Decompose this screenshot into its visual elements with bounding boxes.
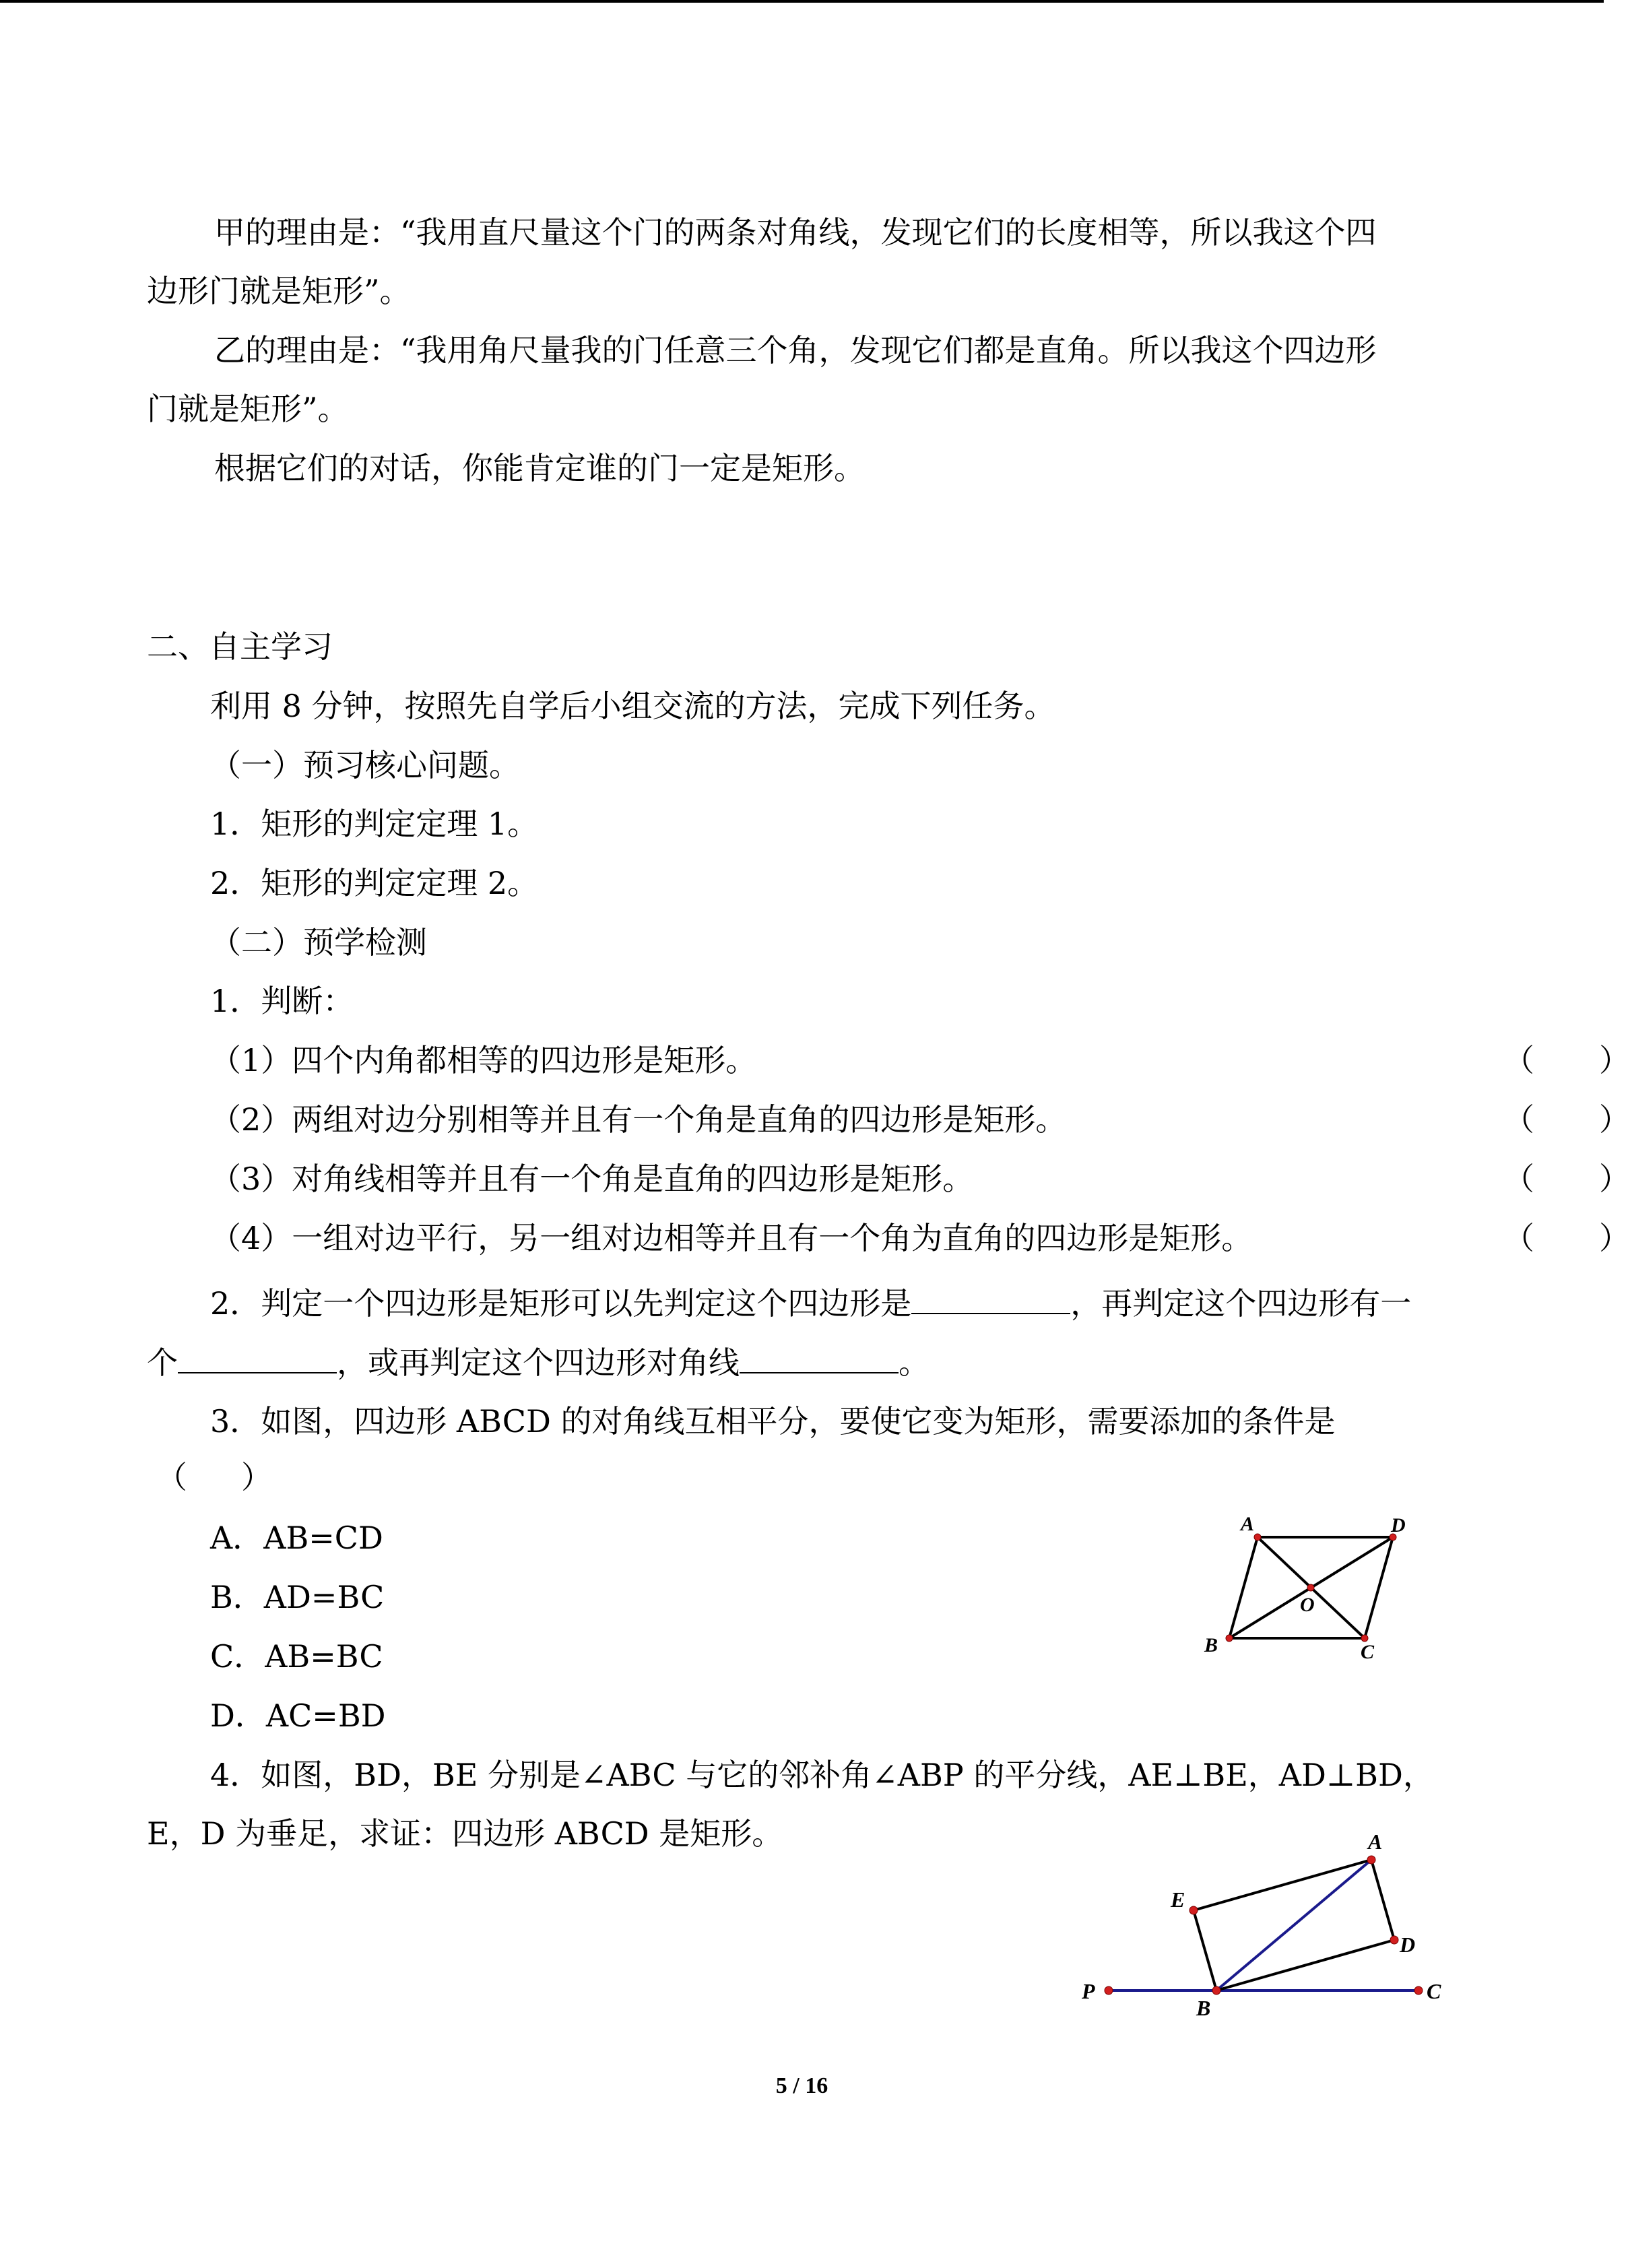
q4-line2: E，D 为垂足，求证：四边形 ABCD 是矩形。 bbox=[147, 1815, 783, 1852]
point-o bbox=[1307, 1584, 1314, 1591]
core-item: 1．矩形的判定定理 1。 bbox=[210, 806, 539, 842]
judgment-item bbox=[210, 1099, 1630, 1140]
fill-blank[interactable] bbox=[740, 1342, 899, 1373]
label-a: A bbox=[1241, 1513, 1255, 1535]
option-d[interactable]: D．AC=BD bbox=[210, 1697, 386, 1734]
label-p: P bbox=[1082, 1979, 1095, 2003]
section-instruction: 利用 8 分钟，按照先自学后小组交流的方法，完成下列任务。 bbox=[210, 688, 1055, 724]
option-c[interactable]: C．AB=BC bbox=[210, 1638, 383, 1675]
point-d bbox=[1390, 1936, 1398, 1944]
q2-line1: 2．判定一个四边形是矩形可以先判定这个四边形是 ，再判定这个四边形有一 bbox=[210, 1283, 1411, 1324]
judgment-text: （1）四个内角都相等的四边形是矩形。 bbox=[210, 1042, 757, 1078]
point-a bbox=[1254, 1534, 1261, 1541]
top-border-line bbox=[0, 0, 1604, 3]
answer-parentheses[interactable]: （ ） bbox=[1503, 1161, 1630, 1197]
q3-stem: 3．如图，四边形 ABCD 的对角线互相平分，要使它变为矩形，需要添加的条件是 bbox=[210, 1403, 1336, 1439]
yi-reason-line1: 乙的理由是：“我用角尺量我的门任意三个角，发现它们都是直角。所以我这个四边形 bbox=[214, 332, 1377, 368]
q4-line1: 4．如图，BD，BE 分别是∠ABC 与它的邻补角∠ABP 的平分线，AE⊥BE，AD⊥BD， bbox=[210, 1757, 1434, 1793]
judgment-item bbox=[210, 1218, 1630, 1258]
judgment-text: （2）两组对边分别相等并且有一个角是直角的四边形是矩形。 bbox=[210, 1101, 1067, 1138]
label-o: O bbox=[1300, 1594, 1315, 1616]
intro-question: 根据它们的对话，你能肯定谁的门一定是矩形。 bbox=[214, 450, 865, 486]
point-a bbox=[1367, 1856, 1375, 1864]
parallelogram-figure bbox=[1199, 1509, 1428, 1664]
q3-answer-parentheses[interactable]: （ ） bbox=[156, 1459, 272, 1495]
label-d: D bbox=[1391, 1514, 1406, 1536]
section-heading: 二、自主学习 bbox=[147, 628, 333, 665]
option-b[interactable]: B．AD=BC bbox=[210, 1579, 385, 1615]
label-d: D bbox=[1400, 1933, 1416, 1957]
option-a[interactable]: A．AB=CD bbox=[210, 1520, 383, 1556]
fill-blank[interactable] bbox=[178, 1342, 337, 1373]
label-b: B bbox=[1204, 1634, 1218, 1656]
part2-heading: （二）预学检测 bbox=[210, 924, 427, 961]
label-e: E bbox=[1171, 1887, 1185, 1912]
answer-parentheses[interactable]: （ ） bbox=[1503, 1101, 1630, 1138]
point-b bbox=[1212, 1986, 1220, 1995]
judgment-text: （4）一组对边平行，另一组对边相等并且有一个角为直角的四边形是矩形。 bbox=[210, 1220, 1253, 1256]
rectangle-proof-figure bbox=[1071, 1819, 1462, 2021]
label-a: A bbox=[1368, 1829, 1383, 1854]
part1-heading: （一）预习核心问题。 bbox=[210, 747, 520, 783]
judgment-item bbox=[210, 1159, 1630, 1199]
point-c bbox=[1414, 1986, 1423, 1995]
point-b bbox=[1226, 1635, 1233, 1642]
point-e bbox=[1189, 1906, 1198, 1914]
core-item: 2．矩形的判定定理 2。 bbox=[210, 865, 539, 901]
segment-ab bbox=[1216, 1860, 1371, 1990]
page-number: 5 / 16 bbox=[775, 2073, 828, 2098]
q1-label: 1．判断： bbox=[210, 983, 354, 1019]
label-c: C bbox=[1427, 1979, 1441, 2003]
jia-reason-line2: 边形门就是矩形”。 bbox=[147, 273, 411, 309]
judgment-item bbox=[210, 1040, 1630, 1080]
judgment-text: （3）对角线相等并且有一个角是直角的四边形是矩形。 bbox=[210, 1161, 974, 1197]
jia-reason-line1: 甲的理由是：“我用直尺量这个门的两条对角线，发现它们的长度相等，所以我这个四 bbox=[214, 214, 1377, 251]
point-p bbox=[1105, 1986, 1113, 1995]
yi-reason-line2: 门就是矩形”。 bbox=[147, 391, 349, 427]
q2-line2: 个 ，或再判定这个四边形对角线 。 bbox=[147, 1342, 930, 1383]
label-c: C bbox=[1361, 1641, 1375, 1663]
fill-blank[interactable] bbox=[911, 1283, 1070, 1314]
label-b: B bbox=[1196, 1996, 1211, 2020]
answer-parentheses[interactable]: （ ） bbox=[1503, 1042, 1630, 1078]
answer-parentheses[interactable]: （ ） bbox=[1503, 1220, 1630, 1256]
